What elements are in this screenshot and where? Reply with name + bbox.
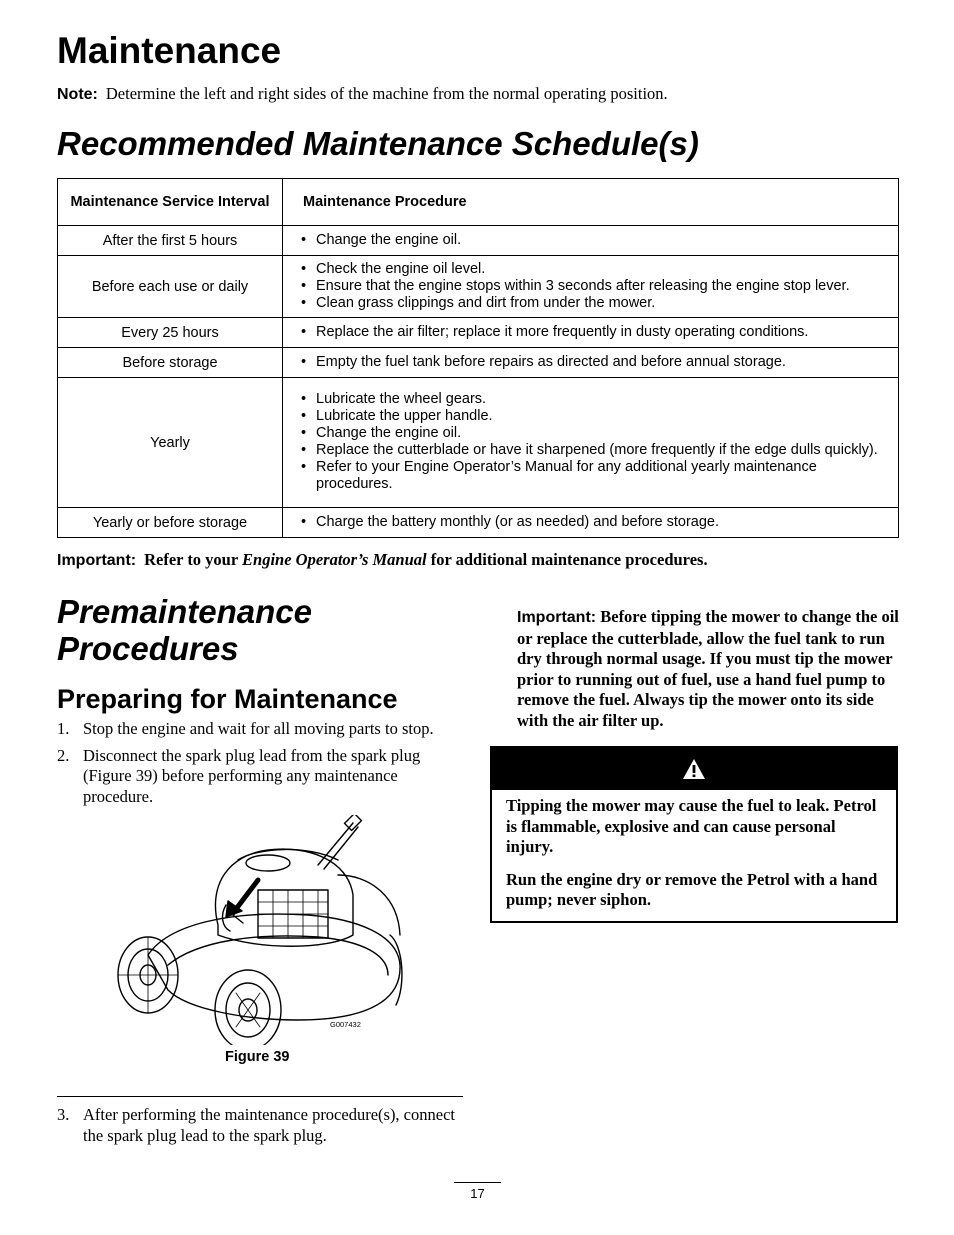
step-item — [57, 746, 467, 808]
note-label: Note: — [57, 86, 98, 103]
interval-cell: After the first 5 hours — [58, 226, 283, 256]
important-label: Important: — [517, 609, 597, 626]
figure-code: G007432 — [330, 1020, 361, 1029]
step-number: 3. — [57, 1105, 70, 1124]
step-text: Stop the engine and wait for all moving parts to stop. — [83, 719, 434, 738]
procedure-item: • Change the engine oil. — [301, 425, 880, 442]
table-row — [58, 378, 899, 508]
interval-cell: Every 25 hours — [58, 318, 283, 348]
important-text-pre: Refer to your — [144, 550, 238, 569]
maintenance-schedule-table — [57, 178, 899, 538]
important-label: Important: — [57, 552, 137, 569]
table-row — [58, 508, 899, 538]
warning-triangle-icon — [682, 758, 706, 780]
warning-box — [490, 746, 898, 923]
procedure-item: • Refer to your Engine Operator’s Manual for any additional yearly maintenance procedures. — [301, 459, 880, 493]
interval-cell: Yearly or before storage — [58, 508, 283, 538]
table-row — [58, 348, 899, 378]
schedule-heading: Recommended Maintenance Schedule(s) — [57, 125, 699, 162]
interval-cell: Yearly — [58, 378, 283, 508]
procedure-cell — [283, 256, 899, 318]
page-title: Maintenance — [57, 30, 282, 71]
warning-text: Tipping the mower may cause the fuel to leak. Petrol is flammable, explosive and can cause personal injury. — [506, 796, 877, 856]
procedure-item: • Charge the battery monthly (or as needed) and before storage. — [301, 514, 880, 531]
procedure-item: • Check the engine oil level. — [301, 261, 880, 278]
table-row — [58, 256, 899, 318]
procedure-item: • Ensure that the engine stops within 3 seconds after releasing the engine stop lever. — [301, 278, 880, 295]
warning-text: Run the engine dry or remove the Petrol with a hand pump; never siphon. — [506, 869, 878, 909]
procedure-cell — [283, 318, 899, 348]
warning-body — [492, 790, 896, 911]
mower-drawing — [108, 815, 408, 1045]
steps-list — [57, 719, 467, 813]
step-number: 1. — [57, 719, 70, 738]
procedure-item: • Lubricate the upper handle. — [301, 408, 880, 425]
important-note-tipping — [517, 607, 901, 731]
step-item — [57, 719, 467, 740]
header-procedure: Maintenance Procedure — [283, 179, 899, 226]
page-number: 17 — [454, 1182, 501, 1201]
procedure-item: • Change the engine oil. — [301, 232, 880, 249]
steps-list-continued — [57, 1105, 467, 1152]
table-row — [58, 318, 899, 348]
step-item — [57, 1105, 467, 1146]
header-interval: Maintenance Service Interval — [58, 179, 283, 226]
procedure-cell — [283, 226, 899, 256]
procedure-item: • Empty the fuel tank before repairs as directed and before annual storage. — [301, 354, 880, 371]
important-text-post: for additional maintenance procedures. — [430, 550, 708, 569]
interval-cell: Before storage — [58, 348, 283, 378]
procedure-cell — [283, 348, 899, 378]
procedure-item: • Clean grass clippings and dirt from under the mower. — [301, 295, 880, 312]
step-text: After performing the maintenance procedure(s), connect the spark plug lead to the spark plug. — [83, 1105, 455, 1145]
step-number: 2. — [57, 745, 70, 765]
figure-mower-illustration — [108, 815, 408, 1045]
important-text: Before tipping the mower to change the oil or replace the cutterblade, allow the fuel tank to run dry through normal usage. If you must tip the mower prior to running out of fuel, use a hand fuel pump to remove the fuel. Always tip the mower onto its side with the air filter up. — [517, 607, 899, 730]
preparing-heading: Preparing for Maintenance — [57, 684, 398, 714]
step-text: Disconnect the spark plug lead from the spark plug (Figure 39) before performing any maintenance procedure. — [83, 745, 421, 806]
table-row — [58, 226, 899, 256]
procedure-cell — [283, 378, 899, 508]
procedure-item: • Replace the cutterblade or have it sharpened (more frequently if the edge dulls quickly). — [301, 442, 880, 459]
interval-cell: Before each use or daily — [58, 256, 283, 318]
note — [57, 84, 668, 105]
procedure-cell — [283, 508, 899, 538]
divider — [57, 1096, 463, 1097]
figure-caption: Figure 39 — [225, 1049, 290, 1065]
premaintenance-heading: Premaintenance Procedures — [57, 593, 312, 667]
table-header-row — [58, 179, 899, 226]
manual-title: Engine Operator’s Manual — [242, 550, 427, 569]
warning-header — [492, 748, 896, 790]
note-text: Determine the left and right sides of the machine from the normal operating position. — [105, 84, 668, 103]
procedure-item: • Replace the air filter; replace it more frequently in dusty operating conditions. — [301, 324, 880, 341]
procedure-item: • Lubricate the wheel gears. — [301, 391, 880, 408]
important-note-manual — [57, 550, 708, 571]
